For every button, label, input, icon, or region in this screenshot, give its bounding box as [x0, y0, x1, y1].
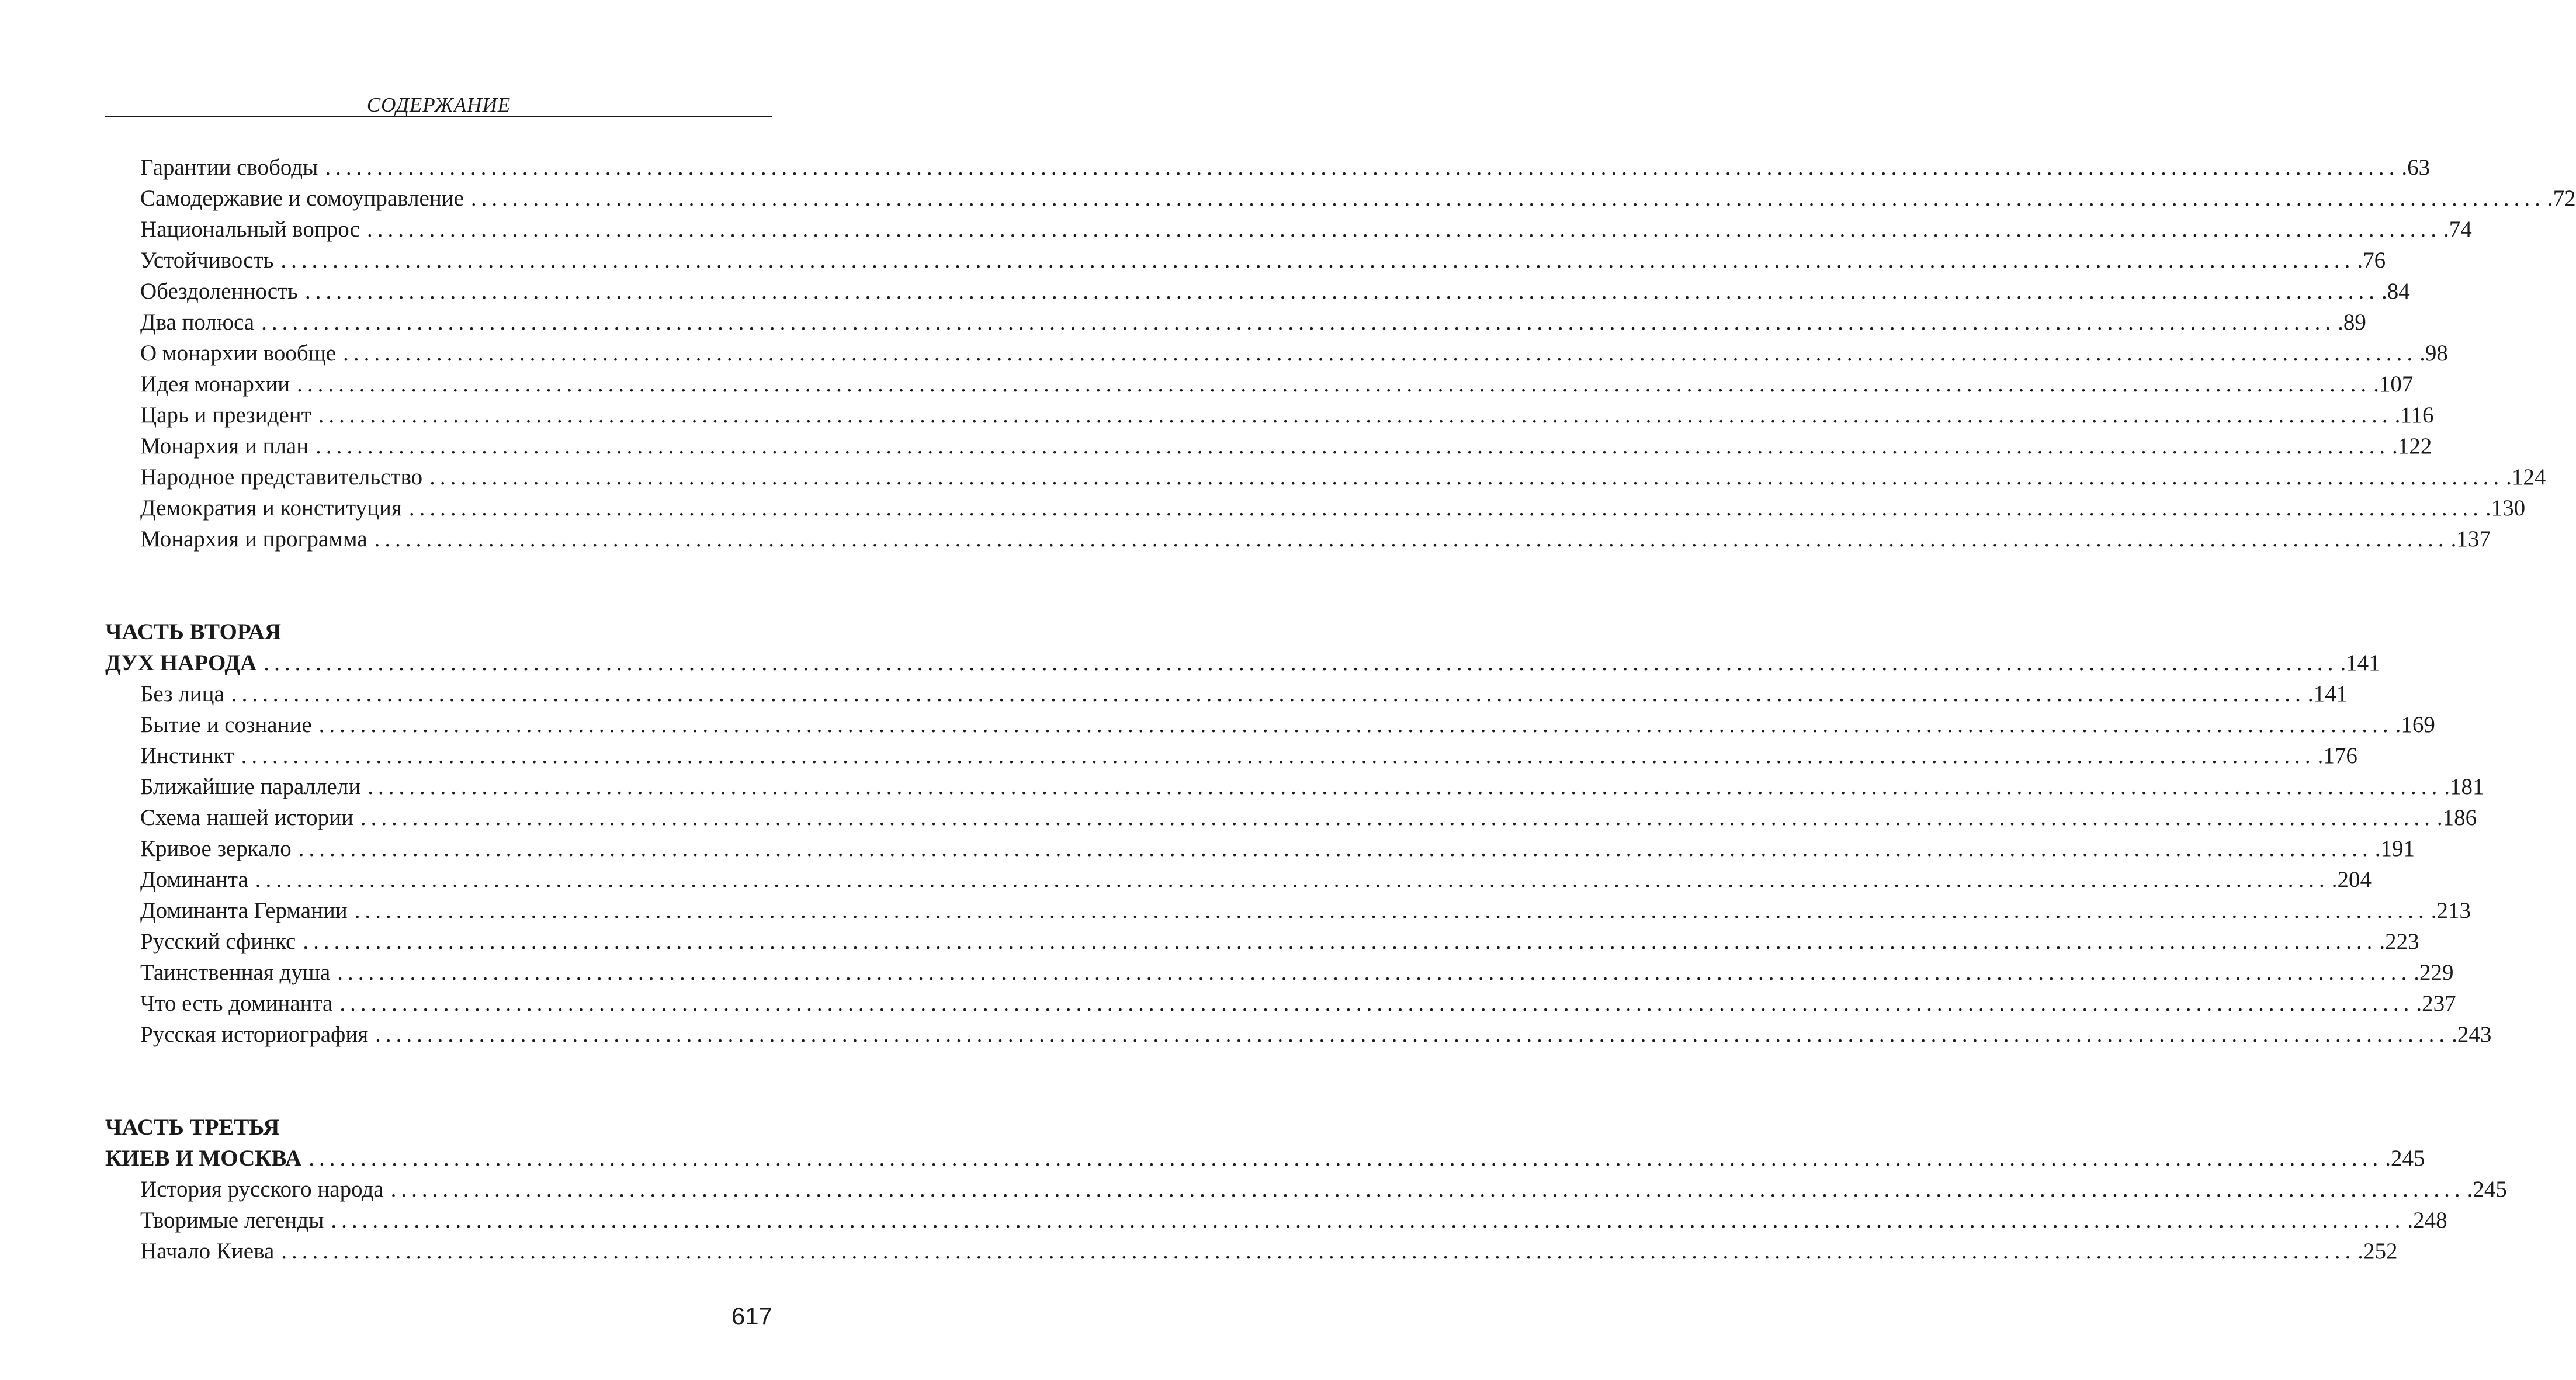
- page-ref: .213: [2431, 898, 2471, 923]
- toc-entry[interactable]: [105, 400, 2434, 431]
- page-ref: .248: [2407, 1208, 2447, 1233]
- page-ref: .191: [2374, 836, 2415, 861]
- chapter-title: Обездоленность: [140, 279, 298, 304]
- dot-leader: ........................................................................................................................................................................................................: [255, 867, 2329, 892]
- toc-entry[interactable]: [105, 771, 2484, 802]
- dot-leader: ........................................................................................................................................................................................................: [429, 464, 2504, 490]
- page-ref: .169: [2395, 712, 2435, 737]
- dot-leader: ........................................................................................................................................................................................................: [280, 248, 2355, 273]
- page-ref: .186: [2436, 805, 2477, 830]
- page-ref: .98: [2419, 341, 2448, 366]
- part-title: КИЕВ И МОСКВА: [105, 1146, 302, 1171]
- chapter-title: Русский сфинкс: [140, 929, 296, 954]
- page-ref: .141: [2340, 650, 2380, 675]
- chapter-title: О монархии вообще: [140, 341, 337, 366]
- toc-entry[interactable]: [105, 1205, 2447, 1236]
- chapter-title: Таинственная душа: [140, 960, 331, 985]
- dot-leader: ........................................................................................................................................................................................................: [408, 495, 2483, 521]
- chapter-title: Народное представительство: [140, 464, 423, 490]
- page-ref: .72: [2547, 186, 2576, 211]
- dot-leader: ........................................................................................................................................................................................................: [316, 434, 2390, 459]
- toc-entry[interactable]: [105, 493, 2526, 523]
- chapter-title: Инстинкт: [140, 743, 234, 768]
- dot-leader: ........................................................................................................................................................................................................: [261, 310, 2336, 335]
- toc-entry[interactable]: [105, 1174, 2507, 1205]
- toc-entry[interactable]: [105, 864, 2372, 895]
- part-title-entry[interactable]: [105, 1143, 2425, 1174]
- page-number: 617: [731, 1302, 772, 1330]
- toc-entry[interactable]: [105, 678, 2348, 709]
- chapter-title: Национальный вопрос: [140, 217, 360, 242]
- chapter-title: Доминанта: [140, 867, 248, 892]
- dot-leader: ........................................................................................................................................................................................................: [281, 1239, 2356, 1264]
- toc-entry[interactable]: [105, 276, 2410, 307]
- dot-leader: ........................................................................................................................................................................................................: [375, 1022, 2450, 1047]
- toc-entry[interactable]: [105, 709, 2435, 740]
- dot-leader: ........................................................................................................................................................................................................: [470, 186, 2545, 211]
- toc-entry[interactable]: [105, 1236, 2398, 1267]
- page-ref: .84: [2381, 279, 2410, 304]
- dot-leader: ........................................................................................................................................................................................................: [318, 712, 2393, 737]
- toc-entry[interactable]: [105, 369, 2414, 400]
- part-label: ЧАСТЬ ВТОРАЯ: [105, 619, 282, 644]
- dot-leader: ........................................................................................................................................................................................................: [331, 1208, 2405, 1233]
- toc-entry[interactable]: [105, 833, 2415, 864]
- page-ref: .63: [2401, 155, 2431, 180]
- toc-entry[interactable]: [105, 183, 2576, 214]
- dot-leader: ........................................................................................................................................................................................................: [325, 155, 2400, 180]
- dot-leader: ........................................................................................................................................................................................................: [343, 341, 2418, 366]
- dot-leader: ........................................................................................................................................................................................................: [339, 991, 2414, 1016]
- toc-section: [105, 152, 2576, 554]
- part-title: ДУХ НАРОДА: [105, 650, 257, 675]
- toc-entry[interactable]: [105, 523, 2491, 554]
- part-label: ЧАСТЬ ТРЕТЬЯ: [105, 1115, 280, 1140]
- section-gap: [105, 1050, 772, 1112]
- toc-section: [105, 1050, 2507, 1267]
- dot-leader: ........................................................................................................................................................................................................: [308, 1146, 2383, 1171]
- page-ref: .74: [2443, 217, 2472, 242]
- running-head: СОДЕРЖАНИЕ: [366, 93, 511, 116]
- page-ref: .229: [2414, 960, 2454, 985]
- page-ref: .137: [2450, 526, 2491, 552]
- page-ref: .181: [2444, 774, 2484, 799]
- page-ref: .204: [2331, 867, 2372, 892]
- part-title-entry[interactable]: [105, 647, 2380, 678]
- table-of-contents: [105, 152, 2576, 1267]
- chapter-title: Два полюса: [140, 310, 255, 335]
- dot-leader: ........................................................................................................................................................................................................: [337, 960, 2412, 985]
- toc-entry[interactable]: [105, 926, 2419, 957]
- toc-entry[interactable]: [105, 214, 2472, 245]
- dot-leader: ........................................................................................................................................................................................................: [318, 403, 2393, 428]
- chapter-title: Начало Киева: [140, 1239, 275, 1264]
- chapter-title: Доминанта Германии: [140, 898, 348, 923]
- toc-entry[interactable]: [105, 895, 2471, 926]
- header-rule: [105, 116, 772, 117]
- dot-leader: ........................................................................................................................................................................................................: [360, 805, 2435, 830]
- toc-entry[interactable]: [105, 431, 2432, 462]
- chapter-title: Гарантии свободы: [140, 155, 318, 180]
- page-ref: .176: [2317, 743, 2357, 768]
- chapter-title: Идея монархии: [140, 372, 290, 397]
- chapter-title: Устойчивость: [140, 248, 274, 273]
- chapter-title: Самодержавие и сомоуправление: [140, 186, 464, 211]
- dot-leader: ........................................................................................................................................................................................................: [354, 898, 2429, 923]
- page-ref: .130: [2485, 495, 2526, 521]
- page-ref: .141: [2307, 681, 2348, 706]
- toc-entry[interactable]: [105, 307, 2366, 338]
- dot-leader: ........................................................................................................................................................................................................: [298, 836, 2373, 861]
- toc-section: [105, 554, 2492, 1050]
- chapter-title: Что есть доминанта: [140, 991, 333, 1016]
- chapter-title: Схема нашей истории: [140, 805, 353, 830]
- dot-leader: ........................................................................................................................................................................................................: [303, 929, 2377, 954]
- section-gap: [105, 554, 772, 616]
- toc-entry[interactable]: [105, 740, 2357, 771]
- dot-leader: ........................................................................................................................................................................................................: [390, 1177, 2465, 1202]
- toc-entry[interactable]: [105, 957, 2454, 988]
- page-ref: .107: [2373, 372, 2414, 397]
- dot-leader: ........................................................................................................................................................................................................: [241, 743, 2315, 768]
- dot-leader: ........................................................................................................................................................................................................: [231, 681, 2305, 706]
- page-ref: .245: [2385, 1146, 2425, 1171]
- toc-entry[interactable]: [105, 988, 2456, 1019]
- dot-leader: ........................................................................................................................................................................................................: [297, 372, 2372, 397]
- page-ref: .124: [2506, 464, 2546, 490]
- dot-leader: ........................................................................................................................................................................................................: [366, 217, 2441, 242]
- toc-entry[interactable]: [105, 245, 2386, 276]
- chapter-title: Кривое зеркало: [140, 836, 292, 861]
- toc-entry[interactable]: [105, 1019, 2492, 1050]
- toc-entry[interactable]: [105, 802, 2477, 833]
- chapter-title: Творимые легенды: [140, 1208, 324, 1233]
- dot-leader: ........................................................................................................................................................................................................: [374, 526, 2449, 552]
- toc-entry[interactable]: [105, 338, 2448, 369]
- page-ref: .252: [2357, 1239, 2398, 1264]
- chapter-title: Без лица: [140, 681, 224, 706]
- page-ref: .89: [2338, 310, 2366, 335]
- chapter-title: Русская историография: [140, 1022, 369, 1047]
- page-ref: .122: [2392, 434, 2432, 459]
- chapter-title: Бытие и сознание: [140, 712, 312, 737]
- dot-leader: ........................................................................................................................................................................................................: [367, 774, 2442, 799]
- page-ref: .116: [2394, 403, 2434, 428]
- page-ref: .237: [2416, 991, 2456, 1016]
- page-ref: .223: [2379, 929, 2419, 954]
- chapter-title: Демократия и конституция: [140, 495, 402, 521]
- page-ref: .243: [2452, 1022, 2492, 1047]
- page-ref: .245: [2467, 1177, 2507, 1202]
- chapter-title: Ближайшие параллели: [140, 774, 361, 799]
- chapter-title: Царь и президент: [140, 403, 311, 428]
- dot-leader: ........................................................................................................................................................................................................: [304, 279, 2379, 304]
- chapter-title: Монархия и программа: [140, 526, 367, 552]
- dot-leader: ........................................................................................................................................................................................................: [264, 650, 2338, 675]
- toc-entry[interactable]: [105, 462, 2546, 493]
- toc-entry[interactable]: [105, 152, 2431, 183]
- chapter-title: История русского народа: [140, 1177, 384, 1202]
- chapter-title: Монархия и план: [140, 434, 309, 459]
- page-ref: .76: [2357, 248, 2386, 273]
